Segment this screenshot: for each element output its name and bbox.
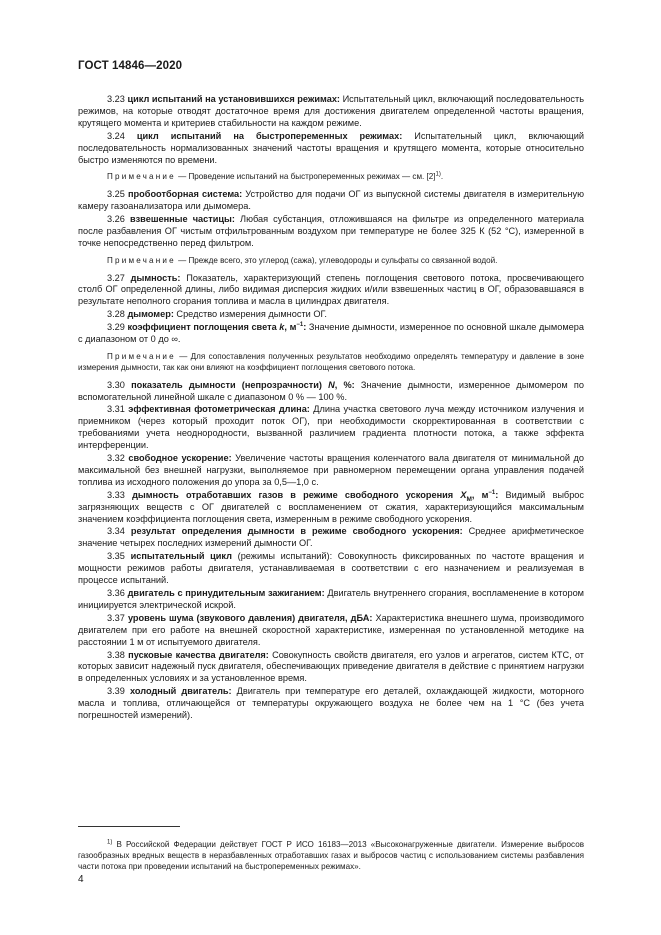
clause-number: 3.39 [107,686,125,697]
document-body [78,94,584,722]
term-unit: , %: [334,379,355,390]
term: уровень шума (звукового давления) двигателя, дБА: [127,612,373,623]
term: взвешенные частицы: [129,214,235,225]
document-header: ГОСТ 14846—2020 [78,60,183,72]
term: дымность: [130,272,181,283]
term-unit: , м [471,489,489,500]
term [131,380,355,390]
clause-number: 3.36 [107,588,125,598]
definition-3-37 [78,613,584,649]
definition-3-27 [78,273,584,309]
term: свободное ускорение: [128,453,232,464]
footnote [78,840,584,872]
note-label: Примечание [107,172,176,182]
clause-number: 3.31 [107,404,125,415]
clause-number: 3.38 [107,649,125,660]
note-text: — Проведение испытаний на быстропеременных режимах — см. [2] [175,172,436,182]
definition-3-38 [78,650,584,686]
definition-text: Устройство для подачи ОГ из выпускной системы двигателя в измерительную камеру газоанализатора или дымомера. [78,189,584,212]
definition-3-25 [78,189,584,213]
definition-3-29 [78,322,584,346]
note-label: Примечание [107,352,176,361]
definition-text: Среднее арифметическое значение четырех последних измерений дымности ОГ. [78,526,584,549]
term-variable: k [279,322,285,333]
definition-3-34 [78,526,584,550]
clause-number: 3.35 [107,551,125,562]
term: испытательный цикл [130,551,232,562]
term [128,322,307,332]
clause-number: 3.37 [107,612,125,623]
definition-3-24 [78,131,584,167]
definition-text: (режимы испытаний): Совокупность фиксированных по частоте вращения и мощности режимов работы двигателя, устанавливаемая в соответствии с его назначением и реализуемая в процессе испытаний. [78,551,584,586]
note-tail: . [440,172,444,182]
clause-number: 3.23 [107,94,125,104]
clause-number: 3.32 [107,453,125,464]
term-variable: N [328,379,335,390]
term [132,489,499,503]
note-text: — Прежде всего, это углерод (сажа), углеводороды и сульфаты со связанной водой. [175,255,498,265]
footnote-divider [78,826,180,827]
term: холодный двигатель: [129,686,232,697]
clause-number: 3.25 [107,189,125,200]
definition-text: Двигатель при температуре его деталей, охлаждающей жидкости, моторного масла и топлива, отличающейся от температуры окружающего воздуха не более чем на 1 °С (без учета погрешностей измерений). [78,686,584,721]
term: дымомер: [127,309,174,320]
clause-number: 3.26 [107,214,125,225]
definition-text: Значение дымности, измеренное по основной шкале дымомера с диапазоном от 0 до ∞. [78,322,584,345]
note-3 [78,352,584,374]
definition-text: Испытательный цикл, включающий последовательность режимов, на которые отводят достаточное время для достижения двигателем определенной частоты вращения, крутящего момента и критериев стабильности на каждом режиме. [78,94,584,128]
term: цикл испытаний на установившихся режимах: [127,94,340,104]
definition-3-32 [78,453,584,489]
term-variable-subscript: M [466,495,472,503]
footnote-text: В Российской Федерации действует ГОСТ Р ИСО 16183—2013 «Высоконагруженные двигатели. Измерение выбросов газообразных вредных веществ в неразбавленных отработавших газах и выбросов частиц с использованием системы разбавления части потока при проведении испытаний на быстропеременных режимах». [78,840,584,871]
term-unit: , м [284,322,297,333]
term: пробоотборная система: [128,189,243,200]
definition-3-36 [78,588,584,612]
clause-number: 3.34 [107,526,125,537]
clause-number: 3.33 [107,489,125,500]
term-variable: X [460,489,467,500]
definition-text: Показатель, характеризующий степень поглощения светового потока, просвечивающего столб ОГ определенной длины, либо видимая дисперсия жидких и/или взвешенных частиц в ОГ, образовавшаяся в результате неполного сгорания топлива и масла в цилиндрах двигателя. [78,272,584,307]
term: результат определения дымности в режиме свободного ускорения: [130,526,463,537]
term: пусковые качества двигателя: [128,649,269,660]
definition-3-35 [78,551,584,587]
footnote-marker: 1) [107,839,113,846]
note-2 [78,256,584,267]
definition-text: Совокупность свойств двигателя, его узлов и агрегатов, систем КТС, от которых зависит надежный пуск двигателя, обеспечивающих приведение двигателя в действие с принятием нагрузки в определенных условиях и за установленное время. [78,649,584,684]
term-name: показатель дымности (непрозрачности) [131,379,322,390]
definition-text: Любая субстанция, отложившаяся на фильтре из определенного материала после разбавления ОГ чистым отфильтрованным воздухом при температуре не более 325 К (52 °С), измеренной в точке непосредственно перед фильтром. [78,214,584,248]
note-label: Примечание [107,255,176,265]
definition-3-30 [78,380,584,404]
definition-3-23 [78,94,584,130]
clause-number: 3.24 [107,130,125,141]
note-1 [78,172,584,183]
term-colon: : [303,322,307,333]
definition-text: Видимый выброс загрязняющих веществ с ОГ двигателей с воспламенением от сжатия, характеризующийся максимальным значением коэффициента поглощения света, измеренным в режиме свободного ускорения. [78,489,585,524]
clause-number: 3.28 [107,309,125,320]
footnote-ref[interactable]: 1) [435,171,441,178]
term-colon: : [495,489,499,500]
clause-number: 3.30 [107,379,125,390]
clause-number: 3.29 [107,322,125,333]
definition-text: Двигатель внутреннего сгорания, воспламенение в котором инициируется электрической искрой. [78,588,584,610]
page-number: 4 [78,874,84,885]
term-name: коэффициент поглощения света [127,322,277,333]
clause-number: 3.27 [107,272,125,283]
definition-text: Испытательный цикл, включающий последовательность нормализованных значений частоты вращения и крутящего момента, которые относительно быстро изменяются по времени. [78,130,584,165]
term: цикл испытаний на быстропеременных режимах: [136,130,403,141]
term-unit-exponent: −1 [488,489,496,496]
term-unit-exponent: −1 [296,322,304,329]
definition-text: Длина участка светового луча между источником излучения и приемником (через который проходит поток ОГ), при необходимости скорректированная в соответствии с требованиями учета неоднородности, вызванной различием градиента плотности потока, а также эффекта интерференции. [78,404,584,451]
definition-text: Характеристика внешнего шума, производимого двигателем при его работе на внешней скоростной характеристике, измеренная по установленной методике на расстоянии 1 м от испытуемого двигателя. [78,612,584,647]
definition-3-33 [78,490,584,526]
term-name: дымность отработавших газов в режиме свободного ускорения [132,489,454,500]
definition-3-28 [78,309,584,321]
term: эффективная фотометрическая длина: [128,404,310,415]
note-text: — Для сопоставления полученных результатов необходимо определять температуру и давление в зоне измерения дымности, так как они влияют на коэффициент поглощения светового потока. [78,352,584,372]
definition-text: Увеличение частоты вращения коленчатого вала двигателя от минимальной до максимальной без внешней нагрузки, выполняемое при равномерном перемещении органа управления подачей топлива из исходного положения до упора за 0,5—1,0 с. [78,453,584,487]
definition-3-31 [78,404,584,452]
term: двигатель с принудительным зажиганием: [127,588,325,598]
definition-3-26 [78,214,584,250]
definition-text: Средство измерения дымности ОГ. [173,309,327,320]
definition-text: Значение дымности, измеренное дымомером по вспомогательной линейной шкале с диапазоном 0 % — 100 %. [78,379,584,402]
definition-3-39 [78,686,584,722]
